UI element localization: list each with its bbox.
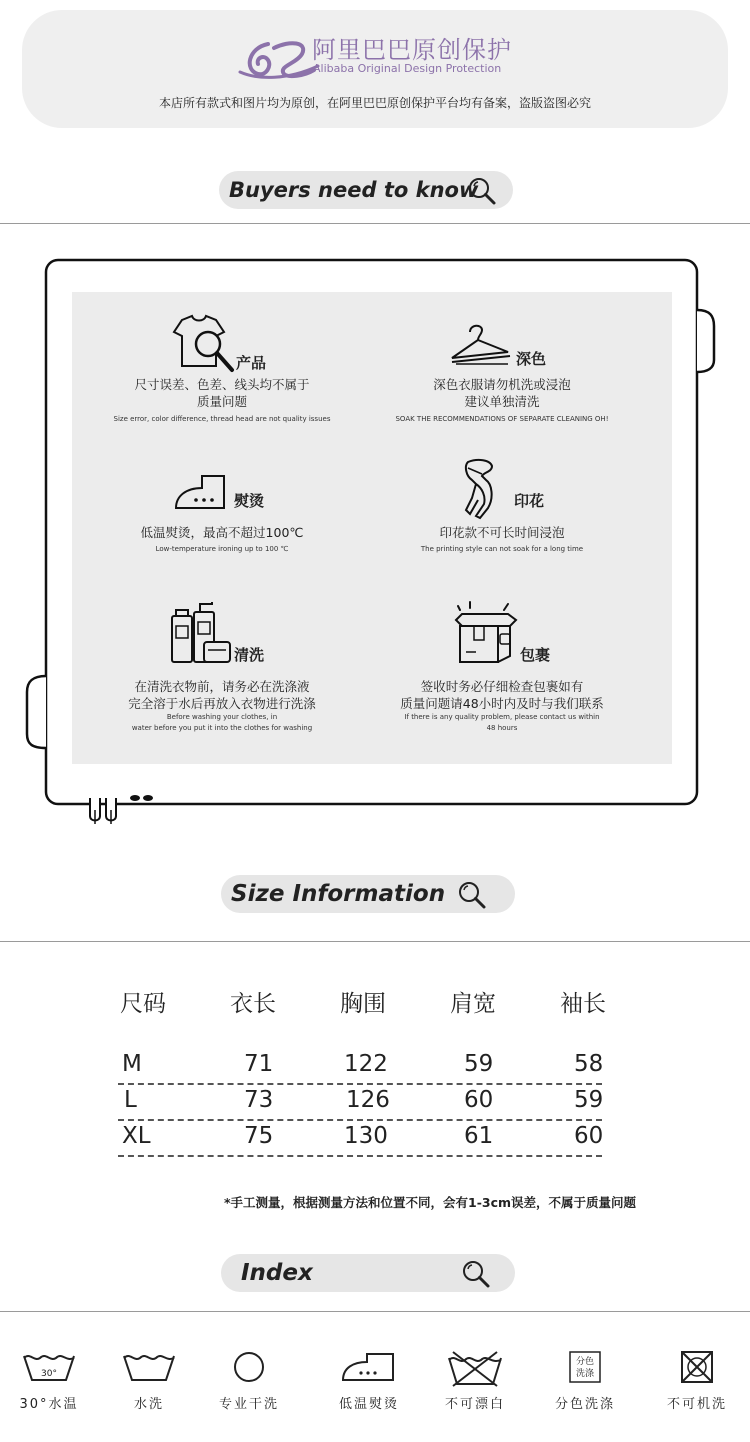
care-item-product xyxy=(72,314,372,434)
banner-title-cn: 阿里巴巴原创保护 xyxy=(312,36,512,64)
section-title: Buyers need to know xyxy=(229,178,479,202)
index-item-separate-wash xyxy=(530,1345,640,1415)
care-label: 包裹 xyxy=(520,646,551,664)
size-table xyxy=(118,985,606,1149)
care-desc-en: Low-temperature ironing up to 100 ℃ xyxy=(155,545,289,553)
index-item-low-iron xyxy=(314,1345,424,1415)
index-label: 水洗 xyxy=(133,1397,164,1412)
section-title: Size Information xyxy=(231,881,446,907)
measurement-note: *手工测量，根据测量方法和位置不同，会有1-3cm误差，不属于质量问题 xyxy=(223,1195,637,1210)
tshirt-magnifier-icon xyxy=(168,314,238,376)
divider xyxy=(0,223,750,224)
index-item-wash-30 xyxy=(0,1345,104,1415)
index-label: 专业干洗 xyxy=(218,1397,279,1412)
separate-wash-text-top: 分色 xyxy=(575,1357,595,1367)
header-cell: 袖长 xyxy=(560,991,606,1017)
care-desc-en: Size error, color difference, thread head are not quality issues xyxy=(113,415,331,423)
header-cell: 尺码 xyxy=(120,991,166,1017)
sleeve-cell: 60 xyxy=(574,1123,604,1149)
index-item-no-bleach xyxy=(420,1345,530,1415)
separate-wash-icon xyxy=(568,1350,602,1384)
search-icon xyxy=(461,1259,491,1289)
care-item-washing xyxy=(72,600,372,740)
care-item-ironing xyxy=(72,472,372,562)
care-desc: 签收时务必仔细检查包裹如有 质量问题请48小时内及时与我们联系 xyxy=(400,679,604,711)
care-desc: 印花款不可长时间浸泡 xyxy=(439,525,565,540)
divider xyxy=(0,1311,750,1312)
care-desc: 尺寸误差、色差、线头均不属于 质量问题 xyxy=(134,377,310,409)
detergent-bottles-icon xyxy=(168,600,234,666)
search-icon xyxy=(457,880,487,910)
header-cell: 肩宽 xyxy=(450,991,496,1017)
no-machine-wash-icon xyxy=(680,1350,714,1384)
divider xyxy=(0,941,750,942)
chest-cell: 126 xyxy=(346,1087,390,1113)
shoulder-cell: 59 xyxy=(464,1051,494,1077)
hanger-icon xyxy=(448,322,518,370)
header-cell: 胸围 xyxy=(340,991,386,1017)
sleeve-cell: 59 xyxy=(574,1087,604,1113)
section-header-buyers xyxy=(219,171,513,209)
care-item-package xyxy=(352,600,652,740)
sleeve-cell: 58 xyxy=(574,1051,604,1077)
iron-icon xyxy=(172,472,232,514)
chest-cell: 130 xyxy=(344,1123,388,1149)
low-iron-icon xyxy=(339,1350,399,1384)
index-item-no-machine-wash xyxy=(642,1345,750,1415)
index-label: 低温熨烫 xyxy=(338,1397,399,1412)
banner-title-en: Alibaba Original Design Protection xyxy=(313,62,502,75)
care-desc-en: If there is any quality problem, please contact us within 48 hours xyxy=(404,713,600,732)
alibaba-logo-icon xyxy=(238,36,322,82)
length-cell: 73 xyxy=(244,1087,274,1113)
row-divider xyxy=(118,1155,602,1157)
size-table-header xyxy=(118,985,606,1025)
care-desc-en: SOAK THE RECOMMENDATIONS OF SEPARATE CLEANING OH! xyxy=(395,415,609,423)
header-cell: 衣长 xyxy=(230,991,276,1017)
package-box-icon xyxy=(452,600,520,666)
originality-banner xyxy=(22,10,728,128)
section-header-index xyxy=(221,1254,515,1292)
index-label: 不可漂白 xyxy=(444,1397,505,1412)
length-cell: 71 xyxy=(244,1051,274,1077)
index-label: 不可机洗 xyxy=(666,1397,727,1412)
care-instructions-card xyxy=(0,250,750,840)
care-label: 印花 xyxy=(514,492,545,510)
index-item-wash xyxy=(94,1345,204,1415)
care-item-printing xyxy=(352,458,652,562)
index-item-dry-clean xyxy=(194,1345,304,1415)
care-label: 熨烫 xyxy=(234,492,265,510)
no-bleach-icon xyxy=(445,1350,505,1388)
size-cell: XL xyxy=(122,1123,151,1149)
search-icon xyxy=(467,176,497,206)
size-cell: M xyxy=(122,1051,142,1077)
wash-temp-text: 30° xyxy=(41,1369,57,1379)
table-row xyxy=(118,1083,602,1119)
care-label: 清洗 xyxy=(234,646,265,664)
care-desc: 深色衣服请勿机洗或浸泡 建议单独清洗 xyxy=(433,377,571,409)
length-cell: 75 xyxy=(244,1123,274,1149)
banner-notice: 本店所有款式和图片均为原创，在阿里巴巴原创保护平台均有备案，盗版盗图必究 xyxy=(158,96,591,110)
wash-30-icon xyxy=(20,1350,78,1384)
scarf-icon xyxy=(458,458,502,522)
wash-icon xyxy=(120,1350,178,1384)
size-cell: L xyxy=(124,1087,137,1113)
separate-wash-text-bottom: 洗涤 xyxy=(575,1369,595,1379)
index-label: 分色洗涤 xyxy=(554,1397,615,1412)
care-desc: 低温熨烫，最高不超过100℃ xyxy=(140,525,304,540)
shoulder-cell: 60 xyxy=(464,1087,494,1113)
care-label: 深色 xyxy=(516,350,547,368)
section-header-size xyxy=(221,875,515,913)
care-label: 产品 xyxy=(236,354,267,372)
care-desc-en: The printing style can not soak for a long time xyxy=(420,545,584,553)
care-item-dark-color xyxy=(352,314,652,434)
section-title: Index xyxy=(241,1260,313,1286)
table-row xyxy=(118,1047,602,1083)
dry-clean-icon xyxy=(232,1350,266,1384)
shoulder-cell: 61 xyxy=(464,1123,494,1149)
care-desc-en: Before washing your clothes, in water before you put it into the clothes for washing xyxy=(131,713,313,732)
care-panel xyxy=(72,292,672,764)
chest-cell: 122 xyxy=(344,1051,388,1077)
index-label: 30°水温 xyxy=(19,1397,79,1412)
table-row xyxy=(118,1119,602,1155)
care-desc: 在清洗衣物前，请务必在洗涤液 完全溶于水后再放入衣物进行洗涤 xyxy=(128,679,316,711)
